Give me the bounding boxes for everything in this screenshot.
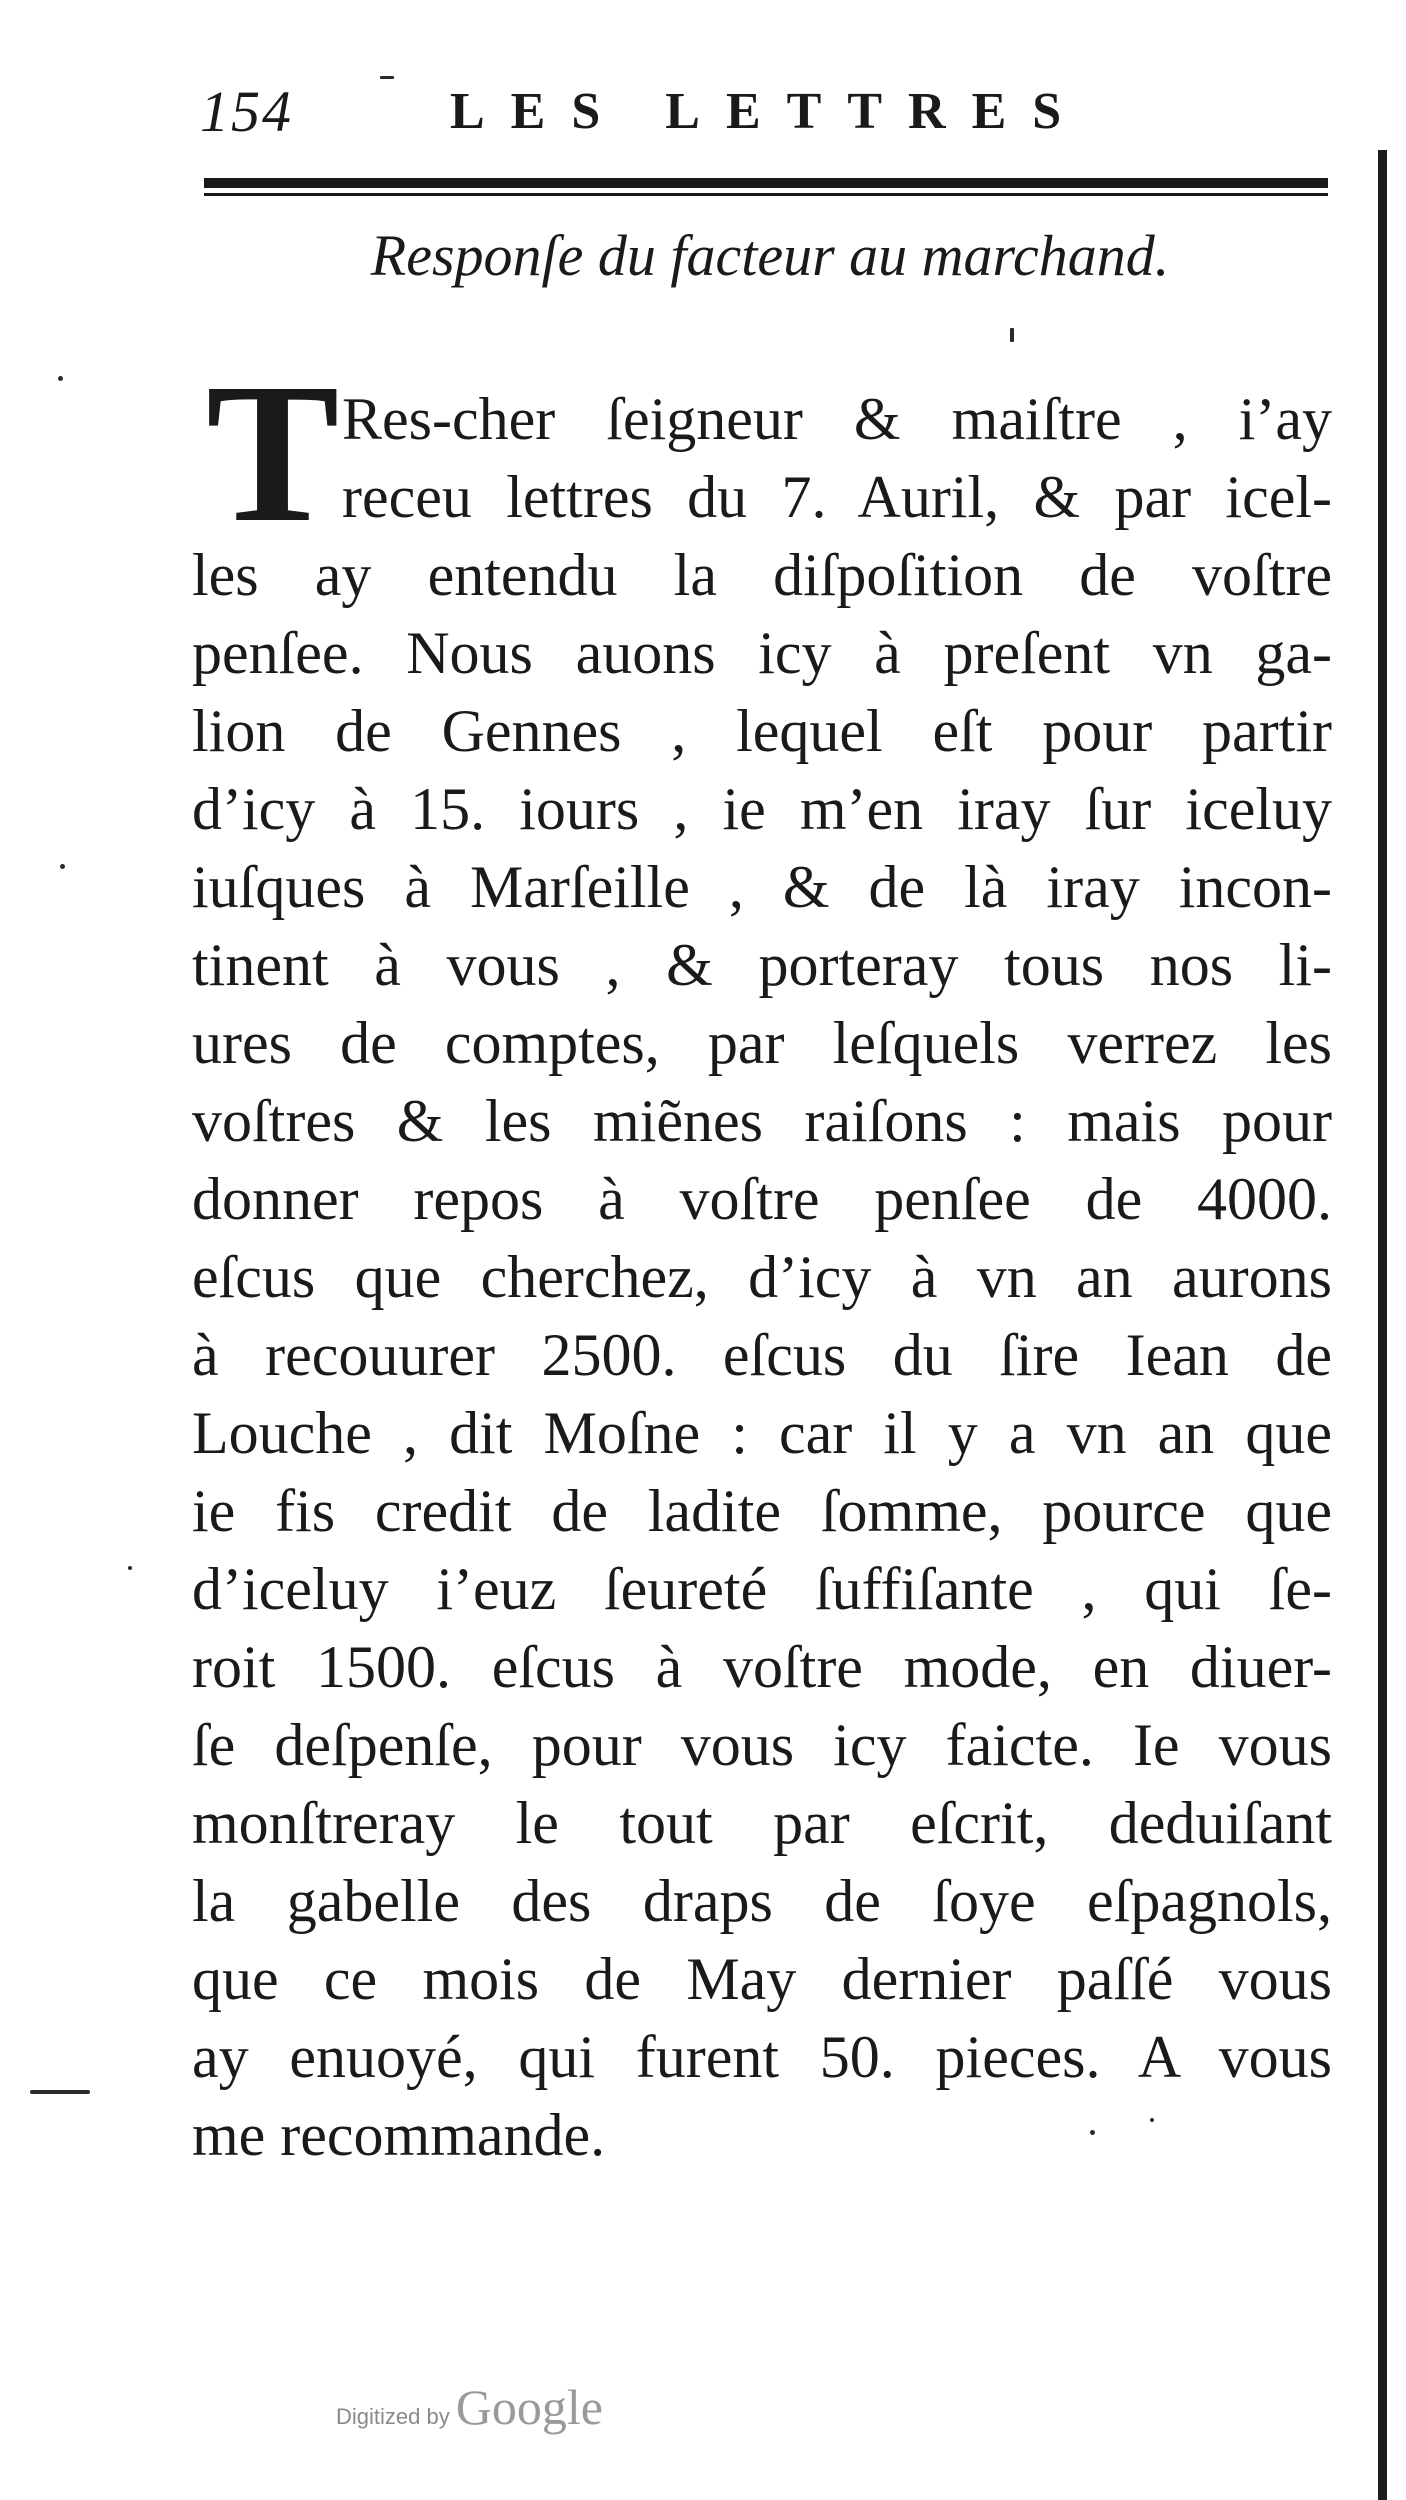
- watermark-prefix: Digitized by: [336, 2404, 450, 2429]
- letter-heading: Responſe du facteur au marchand.: [370, 223, 1170, 288]
- text-line: roit 1500. eſcus à voſtre mode, en diuer-: [192, 1634, 1332, 1700]
- running-head: [200, 78, 1350, 158]
- scan-speck: [60, 864, 65, 869]
- digitized-watermark: [336, 2378, 603, 2438]
- scan-speck: [128, 1566, 132, 1570]
- text-line: ures de comptes, par leſquels verrez les: [192, 1010, 1332, 1076]
- text-line: que ce mois de May dernier paſſé vous: [192, 1946, 1332, 2012]
- text-line: les ay entendu la diſpoſition de voſtre: [192, 542, 1332, 608]
- header-rule: [204, 178, 1328, 188]
- header-rule-thin: [204, 193, 1328, 196]
- text-line: d’icy à 15. iours , ie m’en iray ſur iceluy: [192, 776, 1332, 842]
- text-line: Louche , dit Moſne : car il y a vn an que: [192, 1400, 1332, 1466]
- text-line: donner repos à voſtre penſee de 4000.: [192, 1166, 1332, 1232]
- text-line: monſtreray le tout par eſcrit, deduiſant: [192, 1790, 1332, 1856]
- page-edge-shadow: [1378, 150, 1387, 2500]
- text-line: Res-cher ſeigneur & maiſtre , i’ay: [342, 386, 1332, 452]
- text-line: ſe deſpenſe, pour vous icy faicte. Ie vous: [192, 1712, 1332, 1778]
- scan-speck: [380, 76, 394, 79]
- scan-speck: [1010, 328, 1014, 342]
- google-logo: Google: [455, 2379, 603, 2435]
- text-line: d’iceluy i’euz ſeureté ſuffiſante , qui ſe-: [192, 1556, 1332, 1622]
- text-line: tinent à vous , & porteray tous nos li-: [192, 932, 1332, 998]
- text-line: la gabelle des draps de ſoye eſpagnols,: [192, 1868, 1332, 1934]
- text-line-last: me recommande.: [192, 2102, 606, 2168]
- running-title: LES LETTRES: [450, 83, 1088, 140]
- text-line: voſtres & les miẽnes raiſons : mais pour: [192, 1088, 1332, 1154]
- text-line: lion de Gennes , lequel eſt pour partir: [192, 698, 1332, 764]
- drop-cap-initial: T: [206, 343, 340, 564]
- text-line: receu lettres du 7. Auril, & par icel-: [342, 464, 1332, 530]
- text-line: penſee. Nous auons icy à preſent vn ga-: [192, 620, 1332, 686]
- scan-speck: [1150, 2118, 1154, 2122]
- scan-speck: [1090, 2130, 1095, 2135]
- scan-speck: [58, 376, 63, 381]
- text-line: à recouurer 2500. eſcus du ſire Iean de: [192, 1322, 1332, 1388]
- text-line: eſcus que cherchez, d’icy à vn an aurons: [192, 1244, 1332, 1310]
- scan-mark: [30, 2090, 90, 2094]
- text-line: ay enuoyé, qui furent 50. pieces. A vous: [192, 2024, 1332, 2090]
- text-line: ie fis credit de ladite ſomme, pource que: [192, 1478, 1332, 1544]
- text-line: iuſques à Marſeille , & de là iray incon-: [192, 854, 1332, 920]
- page-number: 154: [200, 79, 293, 144]
